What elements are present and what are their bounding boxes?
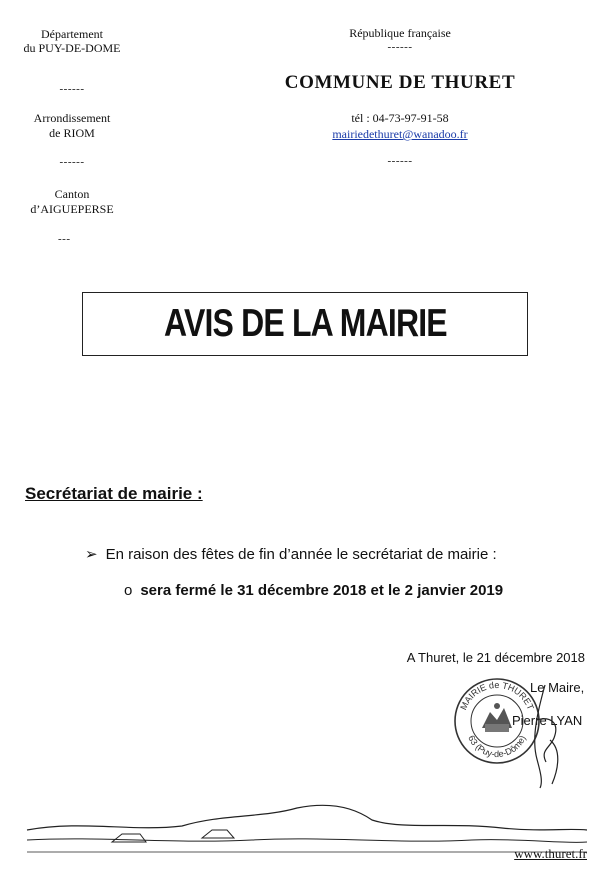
stamp-bottom-text: 63 (Puy-de-Dôme) [466,733,528,760]
left-separator-3: --- [58,233,71,245]
canton-label: Canton [54,187,90,201]
right-separator-1: ------ [387,41,413,53]
stamp-emblem-icon [482,703,512,732]
arrondissement-name: de RIOM [49,126,95,140]
signature-name: Pierre LYAN [512,713,583,728]
landscape-illustration [22,800,592,856]
phone-number: tél : 04-73-97-91-58 [351,111,449,125]
canton-name: d’AIGUEPERSE [30,202,114,216]
website-link[interactable]: www.thuret.fr [514,846,587,861]
notice-box [82,292,528,356]
date-line: A Thuret, le 21 décembre 2018 [406,650,585,665]
departement-name: du PUY-DE-DOME [23,41,121,55]
arrow-bullet-icon: ➢ [85,546,98,563]
left-separator-1: ------ [59,83,85,95]
sub-bullet-item [124,582,503,599]
bullet-item [85,545,497,563]
left-separator-2: ------ [59,156,85,168]
signature-scribble [510,680,583,790]
republique-label: République française [349,26,451,40]
stamp-top-text: MAIRIE de THURET [458,679,536,712]
arrondissement-label: Arrondissement [33,111,111,125]
commune-name: COMMUNE DE THURET [284,72,516,93]
signature-role: Le Maire, [530,680,585,695]
section-title: Secrétariat de mairie : [25,484,203,503]
bullet-text: En raison des fêtes de fin d’année le secrétariat de mairie : [105,546,497,563]
email-link[interactable]: mairiedethuret@wanadoo.fr [332,127,468,141]
circle-bullet-icon: o [124,582,133,599]
right-separator-2: ------ [387,155,413,167]
sub-bullet-text: sera fermé le 31 décembre 2018 et le 2 janvier 2019 [140,582,504,599]
notice-title: AVIS DE LA MAIRIE [163,302,447,345]
departement-label: Département [41,27,103,41]
